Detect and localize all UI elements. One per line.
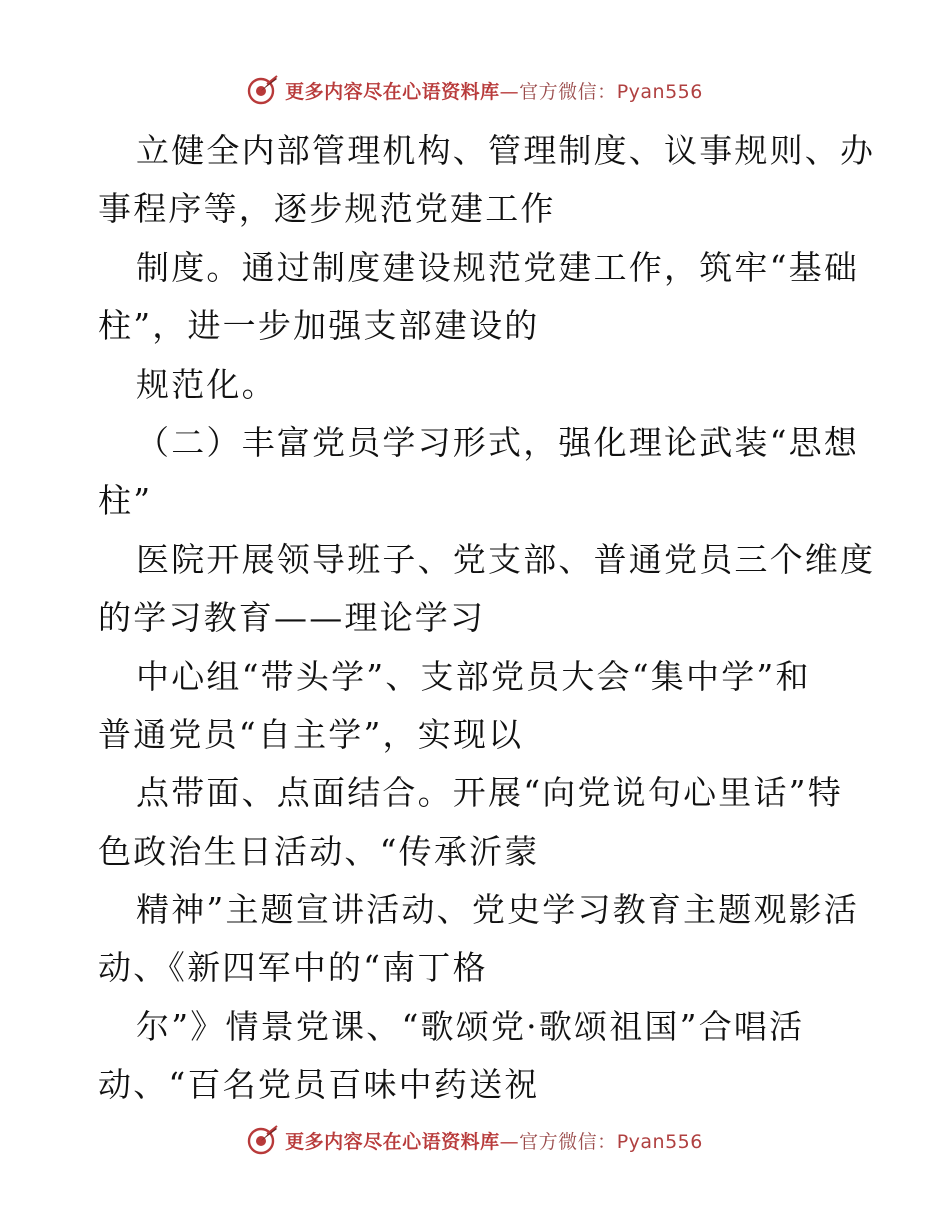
text-line: 动、“百名党员百味中药送祝 [98,1065,540,1105]
text-line: （二）丰富党员学习形式，强化理论武装“思想 [136,422,860,462]
quill-pen-logo-icon [247,1124,279,1156]
banner-text [285,1127,703,1154]
header-watermark-banner [0,70,950,110]
text-line: 规范化。 [136,364,277,404]
text-line: 医院开展领导班子、党支部、普通党员三个维度 [136,539,876,579]
banner-wechat-id: Pyan556 [616,80,703,103]
banner-wechat-label: 官方微信： [519,1130,617,1153]
text-line: 动、《新四军中的“南丁格 [98,948,488,988]
banner-wechat-label: 官方微信： [519,80,617,103]
banner-main-text: 更多内容尽在心语资料库 [285,80,500,103]
text-line: 立健全内部管理机构、管理制度、议事规则、办 [136,131,876,170]
banner-main-text: 更多内容尽在心语资料库 [285,1130,500,1153]
text-line: 柱” [98,481,153,521]
banner-dash: — [499,1130,520,1153]
text-line: 柱”，进一步加强支部建设的 [98,306,540,346]
text-line: 点带面、点面结合。开展“向党说句心里话”特 [136,773,843,813]
banner-text [285,77,703,104]
footer-watermark-banner [0,1120,950,1160]
text-line: 色政治生日活动、“传承沂蒙 [98,831,540,871]
quill-pen-logo-icon [247,74,279,106]
text-line: 中心组“带头学”、支部党员大会“集中学”和 [136,656,811,696]
text-line: 普通党员“自主学”，实现以 [98,714,524,754]
text-line: 制度。通过制度建设规范党建工作，筑牢“基础 [136,247,860,287]
text-line: 精神”主题宣讲活动、党史学习教育主题观影活 [136,890,860,930]
document-body [98,122,876,1115]
text-line: 事程序等，逐步规范党建工作 [98,189,556,229]
text-line: 尔”》情景党课、“歌颂党·歌颂祖国”合唱活 [136,1006,805,1046]
banner-wechat-id: Pyan556 [616,1130,703,1153]
banner-dash: — [499,80,520,103]
text-line: 的学习教育——理论学习 [98,598,486,638]
